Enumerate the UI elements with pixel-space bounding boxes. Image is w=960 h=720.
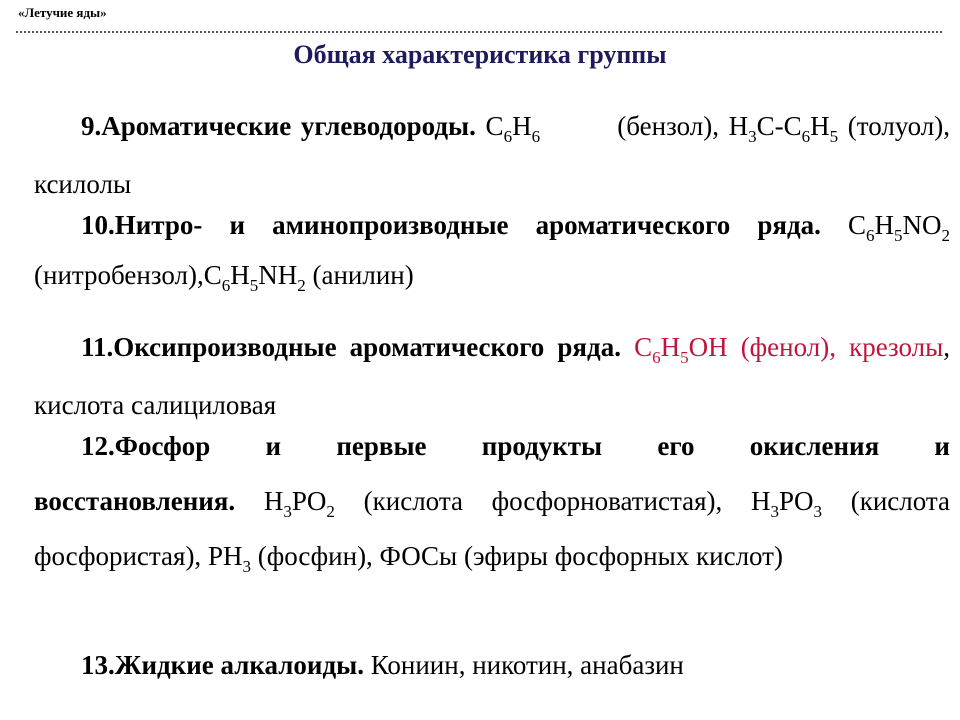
formula-name: (кислота фосфорноватистая),: [363, 486, 723, 516]
item-heading: 13.Жидкие алкалоиды.: [81, 650, 364, 680]
list-item-oxy-derivatives: [34, 318, 950, 434]
formula-hypophosphorous-acid: $H_3PO_2$: [263, 486, 335, 521]
list-item-phosphorus: [34, 419, 950, 584]
formula-name: (кислота фосфористая),: [34, 486, 951, 571]
list-item-nitro-amino: [34, 200, 950, 300]
formula-name: (фосфин), ФОСы (эфиры фосфорных кислот): [257, 541, 783, 571]
formula-name: (нитробензол),: [34, 260, 204, 290]
formula-benzene: $C_6H_6$: [485, 111, 541, 146]
formula-name: (анилин): [312, 260, 414, 290]
item-heading-continued: восстановления.: [34, 486, 236, 516]
formula-phosphorous-acid: $H_3PO_3$: [751, 486, 823, 521]
formula-aniline: $C_6H_5NH_2$: [203, 260, 306, 295]
page-title: Общая характеристика группы: [293, 40, 667, 69]
formula-name: (толуол), ксилолы: [34, 111, 951, 199]
section-label: «Летучие яды»: [18, 5, 107, 20]
item-heading: 9.Ароматические углеводороды.: [81, 111, 476, 141]
item-heading: 11.Оксипроизводные ароматического ряда.: [81, 332, 621, 362]
list-item-aromatic-hydrocarbons: [34, 97, 950, 213]
formula-phosphine: $PH_3$: [207, 541, 251, 576]
item-heading: 10.Нитро- и аминопроизводные ароматического ряда.: [81, 210, 821, 240]
formula-toluene: $H_3C-C_6H_5$: [728, 111, 839, 146]
formula-phenol: $C_6H_5OH$: [634, 332, 728, 367]
formula-name: (фенол),: [740, 332, 836, 362]
list-item-liquid-alkaloids: [34, 636, 950, 694]
formula-nitrobenzene: $C_6H_5NO_2$: [847, 210, 950, 245]
item-heading: 12.Фосфор и первые продукты его окисления и: [81, 431, 950, 461]
item-text: Кониин, никотин, анабазин: [370, 650, 684, 680]
dotted-divider: [16, 31, 942, 33]
formula-name: (бензол),: [617, 111, 719, 141]
highlighted-term: крезолы: [849, 332, 944, 362]
item-text: , кислота салициловая: [34, 332, 951, 420]
